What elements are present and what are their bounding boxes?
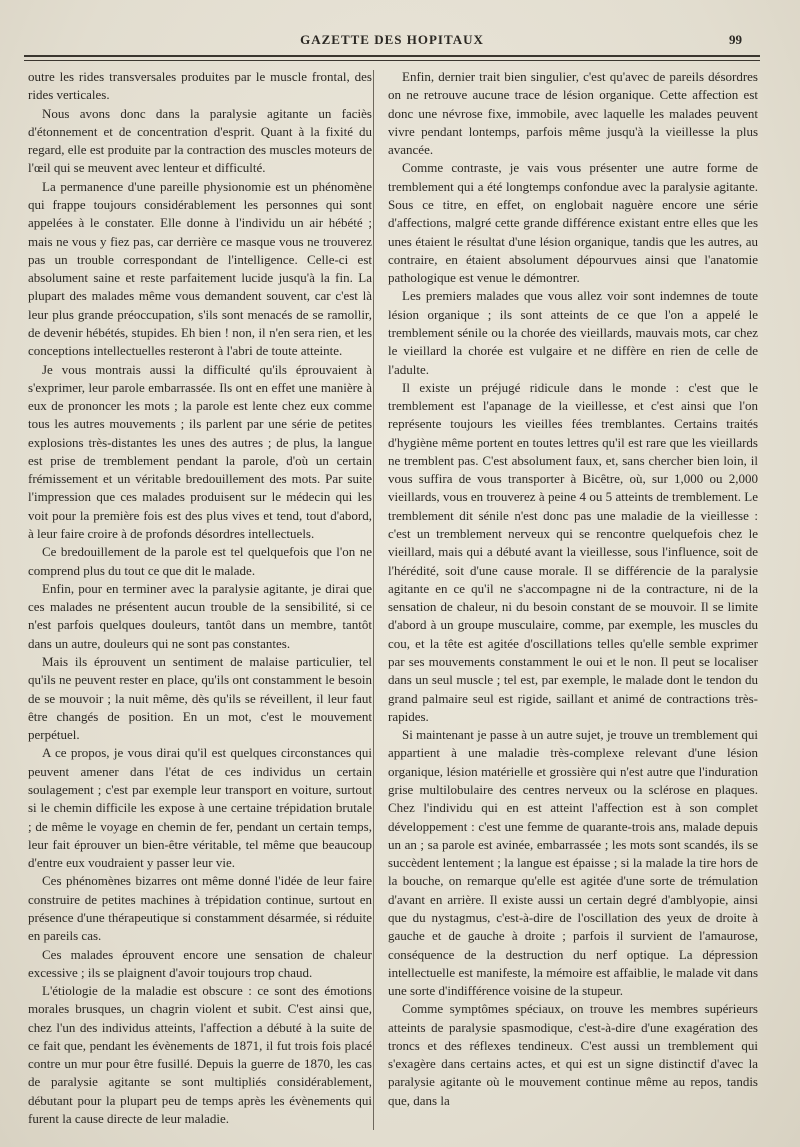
header-rule [24, 55, 760, 57]
right-column [388, 68, 758, 1110]
paragraph: Je vous montrais aussi la difficulté qu'ils éprouvaient à s'exprimer, leur parole embarrassée. Ils ont en effet une manière à eux de prononcer les mots ; la parole est lente chez eux comme tous les autres mouvements ; ils parlent par une série de petites explosions très-distantes les unes des autres ; de plus, la langue est prise de tremblement pendant la parole, d'où un certain frémissement et un véritable bredouillement des mots. Par suite l'impression que ces malades produisent sur le médecin qui les voit pour la première fois est des plus vives et tend, tout d'abord, à leur faire croire à de profonds désordres intellectuels. [28, 361, 372, 542]
paragraph: Comme contraste, je vais vous présenter une autre forme de tremblement qui a été longtemps confondue avec la paralysie agitante. Sous ce titre, en effet, on englobait naguère encore une série d'affections, malgré cette grande différence existant entre elles que les unes étaient le résultat d'une lésion organique, tandis que les autres, au contraire, en étaient absolument dépourvues ainsi que l'anatomie pathologique est venue le démontrer. [388, 160, 758, 286]
left-column [28, 68, 372, 1128]
paragraph: Enfin, pour en terminer avec la paralysie agitante, je dirai que ces malades ne présentent aucun trouble de la sensibilité, si ce n'est parfois quelques douleurs, tantôt dans un membre, tantôt dans un autre, douleurs qui ne sont pas constantes. [28, 580, 372, 651]
paragraph: Ce bredouillement de la parole est tel quelquefois que l'on ne comprend plus du tout ce que dit le malade. [28, 544, 372, 578]
paragraph: Les premiers malades que vous allez voir sont indemnes de toute lésion organique ; ils sont atteints de ce que l'on a appelé le tremblement sénile ou la chorée des vieillards, mauvais mots, car chez le vieillard la chorée est vulgaire et ne diffère en rien de celle de l'adulte. [388, 288, 758, 377]
page-number: 99 [729, 32, 742, 47]
paragraph: Mais ils éprouvent un sentiment de malaise particulier, tel qu'ils ne peuvent rester en place, qu'ils ont constamment le besoin de se mouvoir ; la nuit même, dès qu'ils se réveillent, il leur faut être changés de position. En un mot, c'est le mouvement perpétuel. [28, 654, 372, 743]
header-rule-thin [24, 60, 760, 61]
running-head [24, 30, 760, 52]
paragraph: Si maintenant je passe à un autre sujet, je trouve un tremblement qui appartient à une maladie très-complexe relevant d'une lésion organique, lésion matérielle et grossière qui n'est autre que l'induration grise multilobulaire des centres nerveux ou la sclérose en plaques. Chez l'individu qui en est atteint l'affection est à son complet développement : c'est une femme de quarante-trois ans, malade depuis un an ; sa parole est avinée, embarrassée ; les mots sont scandés, ils se succèdent lentement ; la langue est épaisse ; si la malade la tire hors de la bouche, on remarque qu'elle est agitée d'une sorte de trémulation d'avant en arrière. Il existe aussi un certain degré d'amblyopie, ainsi que du nystagmus, c'est-à-dire de l'oscillation des yeux de droite à gauche et de gauche à droite ; parfois il survient de l'amaurose, conséquence de la destruction du nerf optique. La dépression intellectuelle est manifeste, la mémoire est affaiblie, le malade vit dans une sorte d'indifférence voisine de la stupeur. [388, 727, 758, 999]
paragraph: Ces malades éprouvent encore une sensation de chaleur excessive ; ils se plaignent d'avoir toujours trop chaud. [28, 946, 372, 980]
paragraph: Il existe un préjugé ridicule dans le monde : c'est que le tremblement est l'apanage de la vieillesse, et c'est ainsi que l'on représente toujours les vieilles fées tremblantes. Certains traités d'hygiène même portent en toutes lettres qu'il est rare que les vieillards ne tremblent pas. C'est absolument faux, et, sans chercher bien loin, il vous suffira de vous transporter à Bicêtre, où, sur 1,000 ou 2,000 vieillards, vous en trouverez à peine 4 ou 5 atteints de tremblement. Le tremblement dit sénile n'est donc pas une maladie de la vieillesse : c'est un tremblement nerveux qui se rencontre quelquefois chez le vieillard, mais qui a débuté avant la vieillesse, sous l'influence, soit de l'hérédité, soit d'une cause morale. Il se différencie de la paralysie agitante en ce qu'il ne s'accompagne ni de la contracture, ni de la sensation de chaleur, ni du besoin constant de se mouvoir. Il se limite d'abord à un groupe musculaire, comme, par exemple, les muscles du cou, et la tête est agitée d'oscillations telles qu'elle semble exprimer par ses mouvements constamment le oui et le non. Il peut se localiser dans un seul muscle ; tel est, par exemple, le malade dont le tendon du grand palmaire seul est rigide, saillant et animé de contractions très-rapides. [388, 379, 758, 724]
paragraph: Comme symptômes spéciaux, on trouve les membres supérieurs atteints de paralysie spasmodique, c'est-à-dire d'une exagération des troncs et des réflexes tendineux. C'est aussi un tremblement qui s'exagère dans certains actes, et qui est un signe distinctif d'avec la paralysie agitante où le mouvement continue même au repos, tandis que, dans la [388, 1001, 758, 1108]
paragraph: La permanence d'une pareille physionomie est un phénomène qui frappe toujours considérablement les personnes qui sont appelées à le constater. Elle donne à l'individu un air hébété ; mais ne vous y fiez pas, car derrière ce masque vous ne trouverez pas un trouble correspondant de l'intelligence. Celle-ci est absolument saine et reste parfaitement lucide jusqu'à la fin. La plupart des malades même vous demandent souvent, car c'est là leur plus grande préoccupation, s'ils sont menacés de se ramollir, de devenir hébétés, stupides. Eh bien ! non, il n'en sera rien, et les conceptions intellectuelles resteront à l'abri de toute atteinte. [28, 178, 372, 359]
paragraph: Ces phénomènes bizarres ont même donné l'idée de leur faire construire de petites machines à trépidation continue, surtout en présence d'une thérapeutique si constamment désarmée, si réduite en pareils cas. [28, 873, 372, 944]
paragraph: outre les rides transversales produites par le muscle frontal, des rides verticales. [28, 69, 372, 103]
column-divider [373, 70, 374, 1130]
paragraph: Enfin, dernier trait bien singulier, c'est qu'avec de pareils désordres on ne retrouve aucune trace de lésion organique. Cette affection est donc une névrose fixe, immobile, avec laquelle les malades peuvent vivre pendant lontemps, parfois même jusqu'à la vieillesse la plus avancée. [388, 69, 758, 158]
paragraph: L'étiologie de la maladie est obscure : ce sont des émotions morales brusques, un chagrin violent et subit. C'est ainsi que, chez l'un des individus atteints, l'affection a débuté à la suite de ce fait que, pendant les évènements de 1871, il fut trois fois placé contre un mur pour être fusillé. Depuis la guerre de 1870, les cas de paralysie agitante se sont multipliés considérablement, débutant pour la plupart peu de temps après les évènements qui furent la cause directe de leur maladie. [28, 983, 372, 1127]
paragraph: Nous avons donc dans la paralysie agitante un faciès d'étonnement et de concentration d'esprit. Quant à la fixité du regard, elle est produite par la contraction des muscles moteurs de l'œil qui se meuvent avec lenteur et difficulté. [28, 105, 372, 176]
paragraph: A ce propos, je vous dirai qu'il est quelques circonstances qui peuvent amener dans l'état de ces individus un certain soulagement ; c'est par exemple leur transport en voiture, surtout si le chemin difficile les expose à une certaine trépidation brutale ; de même le voyage en chemin de fer, pendant un certain temps, leur fait éprouver un bien-être véritable, tel même que beaucoup d'entre eux voudraient y passer leur vie. [28, 745, 372, 871]
journal-title: GAZETTE DES HOPITAUX [300, 32, 484, 47]
